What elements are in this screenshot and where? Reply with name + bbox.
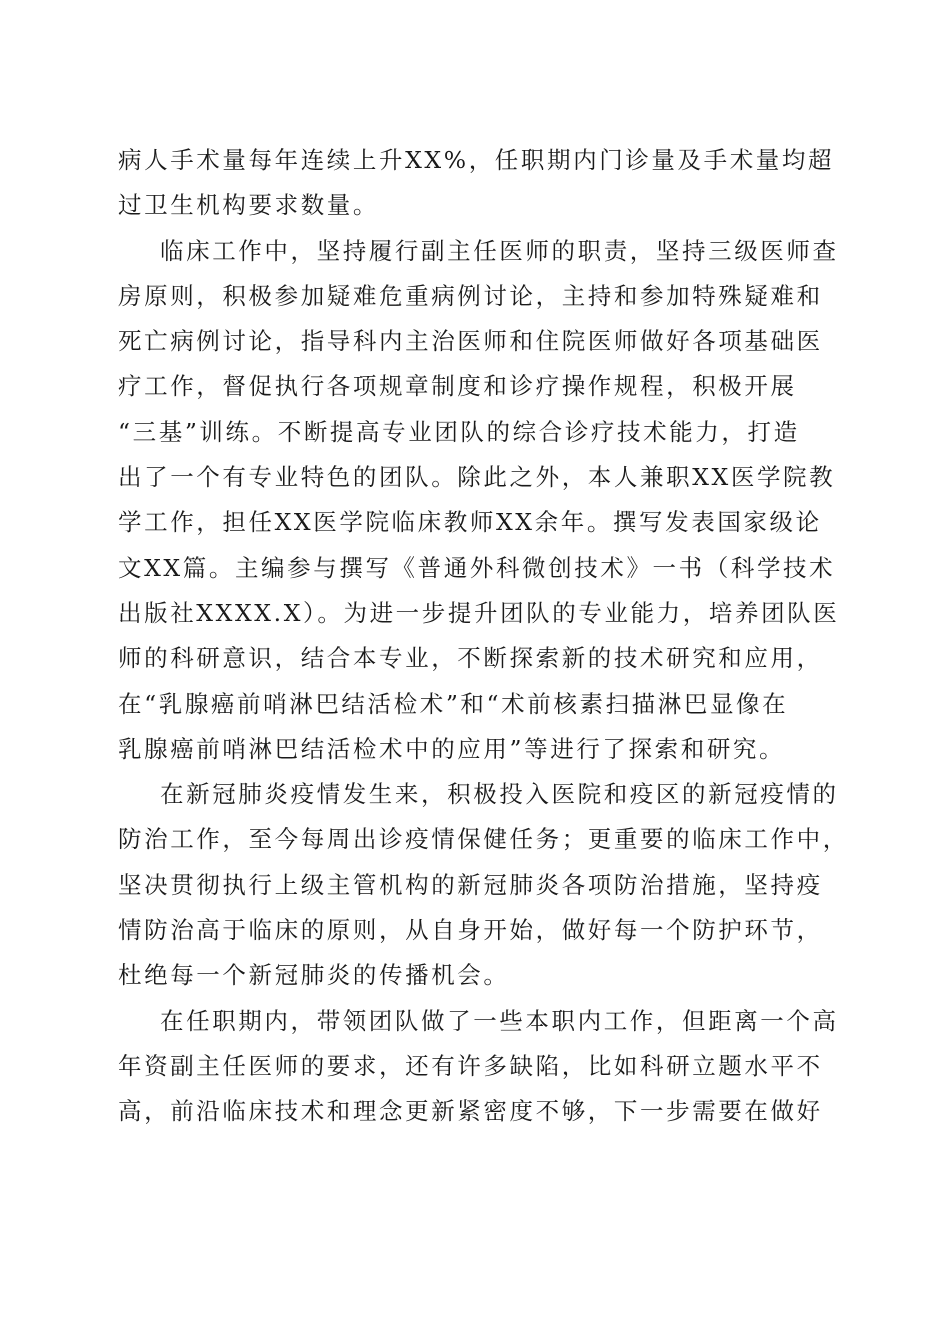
text-line: 乳腺癌前哨淋巴结活检术中的应用”等进行了探索和研究。 <box>118 734 786 763</box>
paragraph-1 <box>118 138 835 229</box>
text-line: 情防治高于临床的原则，从自身开始，做好每一个防护环节， <box>118 916 823 945</box>
text-line: 疗工作，督促执行各项规章制度和诊疗操作规程，积极开展 <box>118 372 797 401</box>
text-line: 高，前沿临床技术和理念更新紧密度不够，下一步需要在做好 <box>118 1097 823 1126</box>
text-line: 师的科研意识，结合本专业，不断探索新的技术研究和应用， <box>118 644 823 673</box>
text-line: 坚决贯彻执行上级主管机构的新冠肺炎各项防治措施，坚持疫 <box>118 870 823 899</box>
document-body <box>118 138 849 1135</box>
text-line: 防治工作，至今每周出诊疫情保健任务；更重要的临床工作中， <box>118 825 849 854</box>
text-line: 过卫生机构要求数量。 <box>118 191 379 220</box>
text-line: “三基”训练。不断提高专业团队的综合诊疗技术能力，打造 <box>118 417 800 446</box>
text-line: 年资副主任医师的要求，还有许多缺陷，比如科研立题水平不 <box>118 1051 823 1080</box>
text-line: 死亡病例讨论，指导科内主治医师和住院医师做好各项基础医 <box>118 327 823 356</box>
text-line: 文XX篇。主编参与撰写《普通外科微创技术》一书（科学技术 <box>118 553 836 582</box>
text-line: 在新冠肺炎疫情发生来，积极投入医院和疫区的新冠疫情的 <box>160 780 839 809</box>
text-line: 临床工作中，坚持履行副主任医师的职责，坚持三级医师查 <box>160 236 839 265</box>
text-line: 在任职期内，带领团队做了一些本职内工作，但距离一个高 <box>160 1006 839 1035</box>
paragraph-2 <box>118 229 840 773</box>
text-line: 在“乳腺癌前哨淋巴结活检术”和“术前核素扫描淋巴显像在 <box>118 689 789 718</box>
text-line: 出版社XXXX.X）。为进一步提升团队的专业能力，培养团队医 <box>118 598 840 627</box>
text-line: 房原则，积极参加疑难危重病例讨论，主持和参加特殊疑难和 <box>118 281 823 310</box>
text-line: 出了一个有专业特色的团队。除此之外，本人兼职XX医学院教 <box>118 463 836 492</box>
paragraph-4 <box>118 999 839 1135</box>
text-line: 学工作，担任XX医学院临床教师XX余年。撰写发表国家级论 <box>118 508 822 537</box>
text-line: 杜绝每一个新冠肺炎的传播机会。 <box>118 961 510 990</box>
paragraph-3 <box>118 772 849 998</box>
text-line: 病人手术量每年连续上升XX%，任职期内门诊量及手术量均超 <box>118 146 835 174</box>
